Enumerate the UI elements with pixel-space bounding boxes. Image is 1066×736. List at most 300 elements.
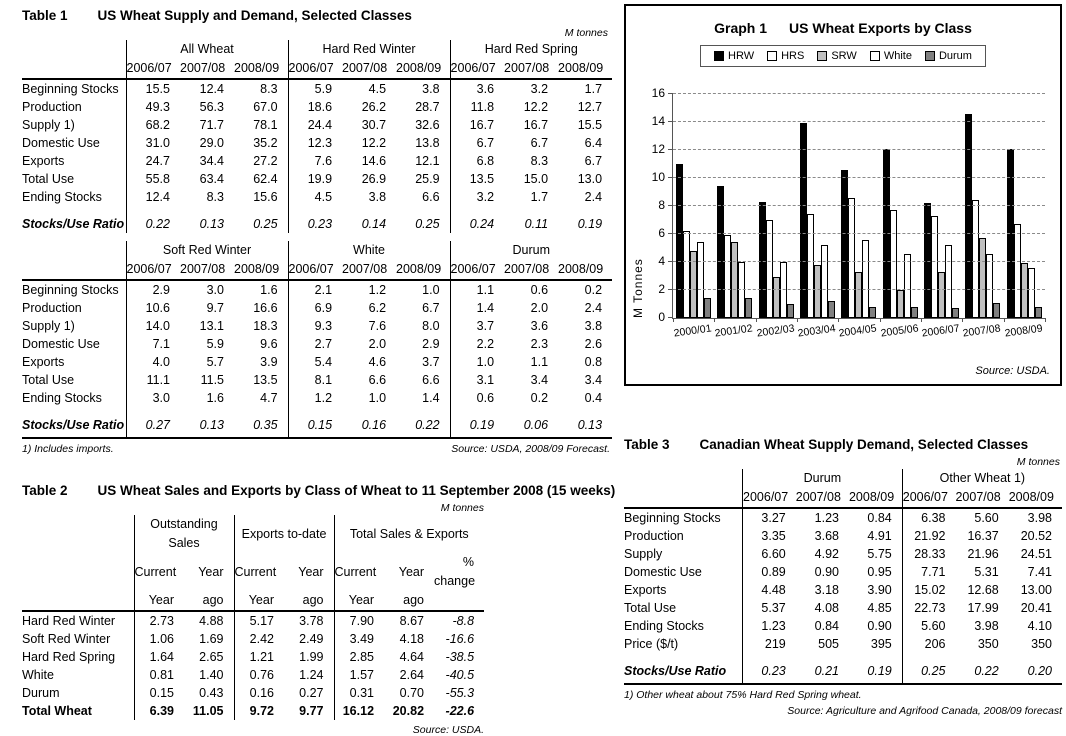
cell-value: 0.43 — [199, 686, 224, 700]
row-label: Production — [624, 529, 684, 543]
bar-white — [697, 242, 704, 318]
chart-title-text: US Wheat Exports by Class — [789, 20, 972, 36]
cell-value: 0.06 — [504, 407, 558, 438]
cell-value: 1.23 — [814, 511, 839, 525]
cell-value: 20.41 — [1020, 601, 1052, 615]
year-header: 2008/09 — [234, 59, 288, 79]
legend-label: White — [883, 50, 912, 62]
cell-value: 5.60 — [902, 617, 955, 635]
y-tick-label: 14 — [651, 114, 665, 128]
cell-value: 0.84 — [867, 511, 892, 525]
bar-group — [962, 94, 1003, 318]
row-label: Total Use — [22, 373, 75, 387]
cell-value: 6.60 — [743, 545, 796, 563]
y-tick — [668, 261, 673, 262]
column-group: Exports to-date — [234, 515, 334, 553]
cell-value: 6.9 — [288, 299, 342, 317]
subheader: Current — [134, 553, 184, 591]
cell-value: 2.73 — [134, 611, 184, 630]
cell-value: 15.5 — [126, 79, 180, 98]
cell-value: 6.6 — [422, 373, 440, 387]
cell-value: 5.60 — [974, 511, 999, 525]
cell-value: 350 — [1031, 637, 1052, 651]
cell-value: 0.11 — [524, 217, 549, 231]
x-tick — [1045, 318, 1046, 322]
table-row — [22, 335, 612, 353]
table3 — [624, 469, 1062, 685]
bar-white — [738, 262, 745, 318]
cell-value: 2.64 — [399, 668, 425, 682]
legend-swatch-durum — [925, 51, 935, 61]
row-label: Stocks/Use Ratio — [22, 407, 126, 438]
cell-value: 0.27 — [299, 686, 324, 700]
table2-unit: M tonnes — [440, 502, 484, 514]
bar-durum — [911, 307, 918, 318]
cell-value: 18.3 — [253, 319, 278, 333]
bar-white — [986, 254, 993, 318]
cell-value: 6.39 — [134, 702, 184, 720]
year-header: 2006/07 — [743, 488, 796, 508]
cell-value: 2.9 — [126, 280, 180, 299]
cell-value: 19.9 — [288, 170, 342, 188]
table2-subheader-1 — [22, 553, 484, 591]
cell-value: 0.25 — [253, 217, 278, 231]
cell-value: 4.0 — [126, 353, 180, 371]
bar-group — [797, 94, 838, 318]
cell-value: 35.2 — [253, 136, 278, 150]
cell-value: 1.4 — [450, 299, 504, 317]
cell-value: 2.49 — [299, 632, 324, 646]
chart-title-label: Graph 1 — [714, 20, 768, 36]
bar-durum — [993, 303, 1000, 318]
table-row — [624, 581, 1062, 599]
table-row — [22, 666, 484, 684]
table1b-year-header — [22, 260, 612, 280]
subheader: Year — [134, 591, 184, 611]
cell-value: 4.18 — [399, 632, 425, 646]
year-header: 2008/09 — [234, 260, 288, 280]
bar-group — [880, 94, 921, 318]
year-header: 2008/09 — [1009, 488, 1062, 508]
cell-value: 1.6 — [206, 391, 224, 405]
column-group: Durum — [743, 469, 903, 488]
bar-srw — [773, 277, 780, 318]
bar-srw — [1021, 263, 1028, 318]
table-row — [22, 152, 612, 170]
bar-srw — [814, 265, 821, 318]
row-label: Price ($/t) — [624, 637, 679, 651]
row-label: Production — [22, 100, 82, 114]
cell-value: 12.7 — [577, 100, 603, 114]
table2-source: Source: USDA. — [412, 724, 484, 736]
table1-source: Source: USDA, 2008/09 Forecast. — [451, 443, 610, 455]
cell-value: 0.19 — [849, 653, 902, 684]
cell-value: -16.6 — [445, 632, 475, 646]
cell-value: 18.6 — [288, 98, 342, 116]
bar-white — [862, 240, 869, 318]
cell-value: 2.9 — [422, 337, 440, 351]
cell-value: 5.7 — [206, 355, 224, 369]
cell-value: 2.85 — [334, 648, 384, 666]
table-row — [22, 630, 484, 648]
table-row — [624, 563, 1062, 581]
cell-value: 0.89 — [743, 563, 796, 581]
year-header: 2008/09 — [396, 59, 450, 79]
cell-value: 0.19 — [450, 407, 504, 438]
cell-value: 0.2 — [530, 391, 549, 405]
cell-value: 0.4 — [584, 391, 603, 405]
row-label: Durum — [22, 686, 60, 700]
cell-value: 6.7 — [422, 301, 440, 315]
cell-value: 12.2 — [361, 136, 387, 150]
bar-white — [821, 245, 828, 318]
table1-footnote: 1) Includes imports. — [22, 443, 114, 455]
cell-value: 5.17 — [234, 611, 284, 630]
cell-value: 10.6 — [126, 299, 180, 317]
x-tick — [921, 318, 922, 322]
cell-value: 1.2 — [288, 389, 342, 407]
table1-footer — [22, 443, 610, 455]
table-row — [22, 648, 484, 666]
row-label: Domestic Use — [22, 136, 100, 150]
cell-value: 3.7 — [422, 355, 440, 369]
gridline — [673, 177, 1045, 178]
year-header: 2007/08 — [796, 488, 849, 508]
bar-srw — [731, 242, 738, 318]
year-header: 2006/07 — [126, 260, 180, 280]
cell-value: 3.1 — [450, 371, 504, 389]
cell-value: 9.72 — [234, 702, 284, 720]
table1a-year-header — [22, 59, 612, 79]
cell-value: 4.48 — [743, 581, 796, 599]
cell-value: 71.7 — [199, 118, 224, 132]
cell-value: 1.57 — [334, 666, 384, 684]
legend-swatch-white — [870, 51, 880, 61]
cell-value: 25.9 — [415, 172, 440, 186]
cell-value: 22.73 — [902, 599, 955, 617]
table3-footnote-row — [624, 689, 1062, 701]
cell-value: 2.0 — [530, 301, 549, 315]
cell-value: 1.40 — [199, 668, 224, 682]
column-group: Outstanding Sales — [134, 515, 234, 553]
subheader: ago — [284, 591, 334, 611]
cell-value: 0.8 — [584, 355, 603, 369]
cell-value: 4.64 — [399, 650, 425, 664]
cell-value: 67.0 — [253, 100, 278, 114]
x-tick — [756, 318, 757, 322]
bar-group — [838, 94, 879, 318]
cell-value: 0.15 — [288, 407, 342, 438]
y-tick-label: 10 — [651, 170, 665, 184]
cell-value: 4.91 — [867, 529, 892, 543]
bar-group — [1004, 94, 1045, 318]
cell-value: 16.7 — [523, 118, 549, 132]
bar-hrs — [683, 231, 690, 318]
y-tick-label: 2 — [658, 282, 665, 296]
row-label: White — [22, 668, 54, 682]
cell-value: 0.22 — [955, 653, 1008, 684]
table-row — [22, 389, 612, 407]
column-group: Durum — [450, 241, 612, 260]
cell-value: 0.27 — [126, 407, 180, 438]
year-header: 2008/09 — [558, 260, 612, 280]
cell-value: 12.2 — [523, 100, 549, 114]
column-group: White — [288, 241, 450, 260]
cell-value: 15.5 — [577, 118, 603, 132]
cell-value: 5.9 — [206, 337, 224, 351]
x-axis-label: 2001/02 — [714, 322, 754, 340]
cell-value: 2.2 — [450, 335, 504, 353]
chart-legend — [700, 45, 986, 67]
x-axis-label: 2004/05 — [838, 322, 878, 340]
table2-group-header — [22, 515, 484, 553]
y-tick — [668, 205, 673, 206]
year-header: 2007/08 — [180, 260, 234, 280]
gridline — [673, 233, 1045, 234]
cell-value: 4.92 — [814, 547, 839, 561]
row-label: Total Use — [624, 601, 677, 615]
cell-value: 7.41 — [1027, 565, 1052, 579]
legend-swatch-hrs — [767, 51, 777, 61]
cell-value: 6.38 — [902, 508, 955, 527]
year-header: 2006/07 — [288, 59, 342, 79]
cell-value: 0.16 — [234, 684, 284, 702]
subheader: ago — [384, 591, 434, 611]
cell-value: 14.6 — [361, 154, 387, 168]
cell-value: 206 — [902, 635, 955, 653]
legend-label: HRS — [781, 50, 805, 62]
cell-value: 350 — [977, 637, 999, 651]
gridline — [673, 93, 1045, 94]
cell-value: 2.4 — [584, 301, 603, 315]
table-row — [22, 317, 612, 335]
subheader: Year — [298, 564, 324, 579]
cell-value: 13.00 — [1020, 583, 1052, 597]
cell-value: 12.3 — [288, 134, 342, 152]
cell-value: 1.0 — [450, 353, 504, 371]
cell-value: 16.6 — [253, 301, 278, 315]
year-header: 2006/07 — [902, 488, 955, 508]
column-group: Other Wheat 1) — [902, 469, 1062, 488]
cell-value: 0.70 — [399, 686, 425, 700]
table-row — [22, 116, 612, 134]
cell-value: 2.4 — [584, 190, 603, 204]
cell-value: 1.24 — [299, 668, 324, 682]
table-row — [22, 702, 484, 720]
table2 — [22, 515, 484, 720]
cell-value: 1.0 — [368, 391, 387, 405]
table-row — [22, 188, 612, 206]
subheader: Year — [398, 564, 425, 579]
table-row — [22, 206, 612, 233]
table2-title-row — [22, 483, 616, 498]
cell-value: 6.6 — [422, 190, 440, 204]
row-label: Domestic Use — [624, 565, 702, 579]
gridline — [673, 149, 1045, 150]
cell-value: 0.6 — [530, 283, 549, 297]
y-tick — [668, 177, 673, 178]
table1a-group-header — [22, 40, 612, 59]
cell-value: 1.6 — [260, 283, 278, 297]
table-row — [22, 371, 612, 389]
chart-source: Source: USDA. — [975, 365, 1050, 377]
cell-value: 0.22 — [396, 407, 450, 438]
cell-value: 14.0 — [126, 317, 180, 335]
row-label: Exports — [22, 154, 65, 168]
table2-section — [22, 483, 616, 736]
x-axis-labels — [672, 322, 1044, 340]
cell-value: 8.0 — [422, 319, 440, 333]
legend-label: SRW — [831, 50, 857, 62]
row-label: Ending Stocks — [22, 190, 102, 204]
y-tick — [668, 233, 673, 234]
y-tick-label: 4 — [658, 254, 665, 268]
cell-value: 6.6 — [368, 373, 387, 387]
cell-value: 0.25 — [902, 653, 955, 684]
cell-value: 68.2 — [126, 116, 180, 134]
cell-value: 505 — [818, 637, 839, 651]
x-axis-label: 2007/08 — [962, 322, 1002, 340]
cell-value: 0.84 — [814, 619, 839, 633]
bar-hrw — [759, 202, 766, 318]
x-axis-label: 2003/04 — [797, 322, 837, 340]
cell-value: 0.25 — [415, 217, 440, 231]
cell-value: 3.18 — [814, 583, 839, 597]
y-tick-label: 6 — [658, 226, 665, 240]
cell-value: 0.23 — [743, 653, 796, 684]
table-row — [22, 299, 612, 317]
cell-value: 7.6 — [368, 319, 387, 333]
cell-value: 0.21 — [796, 653, 849, 684]
year-header: 2008/09 — [558, 59, 612, 79]
table1b-group-header — [22, 241, 612, 260]
cell-value: 24.4 — [288, 116, 342, 134]
year-header: 2007/08 — [342, 59, 396, 79]
cell-value: 1.4 — [422, 391, 440, 405]
cell-value: 3.6 — [450, 79, 504, 98]
cell-value: 20.82 — [392, 704, 425, 718]
cell-value: 0.22 — [126, 206, 180, 233]
cell-value: 1.21 — [234, 648, 284, 666]
cell-value: 7.6 — [288, 152, 342, 170]
subheader: Current — [234, 553, 284, 591]
bar-group — [673, 94, 714, 318]
table-row — [624, 617, 1062, 635]
bar-durum — [787, 304, 794, 318]
bar-hrs — [807, 214, 814, 318]
cell-value: 2.1 — [288, 280, 342, 299]
cell-value: 2.3 — [530, 337, 549, 351]
x-tick — [880, 318, 881, 322]
cell-value: 0.6 — [450, 389, 504, 407]
cell-value: 7.90 — [334, 611, 384, 630]
cell-value: 0.35 — [234, 407, 288, 438]
table-row — [624, 653, 1062, 684]
cell-value: -38.5 — [445, 650, 475, 664]
row-label: Beginning Stocks — [22, 82, 119, 96]
cell-value: 13.1 — [199, 319, 224, 333]
cell-value: 0.13 — [558, 407, 612, 438]
table-row — [624, 527, 1062, 545]
bar-durum — [704, 298, 711, 318]
cell-value: 7.71 — [902, 563, 955, 581]
column-group: Hard Red Winter — [288, 40, 450, 59]
bar-hrs — [724, 235, 731, 318]
table1-title-row — [22, 8, 610, 23]
subheader: ago — [184, 591, 234, 611]
table3-unit: M tonnes — [1016, 456, 1060, 468]
cell-value: 0.76 — [234, 666, 284, 684]
cell-value: 3.2 — [450, 188, 504, 206]
chart-legend-wrap — [626, 45, 1060, 67]
table3-label: Table 3 — [624, 437, 670, 452]
subheader — [434, 591, 484, 611]
x-tick — [673, 318, 674, 322]
cell-value: -40.5 — [445, 668, 475, 682]
table-row — [624, 508, 1062, 527]
bar-hrw — [717, 186, 724, 318]
legend-item — [714, 50, 754, 62]
cell-value: 4.5 — [288, 188, 342, 206]
table-row — [624, 545, 1062, 563]
cell-value: 24.51 — [1020, 547, 1052, 561]
cell-value: 7.1 — [126, 335, 180, 353]
table-row — [22, 353, 612, 371]
cell-value: 26.2 — [361, 100, 387, 114]
subheader: Year — [234, 591, 284, 611]
cell-value: 5.75 — [867, 547, 892, 561]
cell-value: 8.3 — [260, 82, 278, 96]
table1-title: US Wheat Supply and Demand, Selected Classes — [97, 8, 412, 23]
cell-value: 21.96 — [967, 547, 999, 561]
cell-value: 3.2 — [530, 82, 549, 96]
bar-durum — [828, 301, 835, 318]
cell-value: 6.4 — [584, 136, 603, 150]
cell-value: -22.6 — [445, 704, 475, 718]
cell-value: 78.1 — [253, 118, 278, 132]
cell-value: 0.15 — [134, 684, 184, 702]
column-group: Soft Red Winter — [126, 241, 288, 260]
cell-value: 4.7 — [260, 391, 278, 405]
cell-value: 1.2 — [368, 283, 387, 297]
cell-value: 15.0 — [523, 172, 549, 186]
cell-value: 2.7 — [288, 335, 342, 353]
cell-value: 5.31 — [974, 565, 999, 579]
legend-swatch-srw — [817, 51, 827, 61]
legend-item — [767, 50, 804, 62]
cell-value: 9.6 — [260, 337, 278, 351]
cell-value: 0.19 — [577, 217, 603, 231]
legend-item — [870, 50, 912, 62]
row-label: Beginning Stocks — [624, 511, 721, 525]
row-label: Supply — [624, 547, 663, 561]
bar-srw — [855, 272, 862, 318]
cell-value: 0.81 — [134, 666, 184, 684]
cell-value: 29.0 — [199, 136, 224, 150]
cell-value: 12.68 — [967, 583, 999, 597]
cell-value: 16.37 — [967, 529, 999, 543]
subheader: % change — [434, 555, 476, 588]
bar-hrw — [841, 170, 848, 318]
bar-white — [904, 254, 911, 318]
cell-value: 16.7 — [450, 116, 504, 134]
table3-year-header — [624, 488, 1062, 508]
cell-value: 4.85 — [867, 601, 892, 615]
chart-title — [626, 20, 1060, 36]
cell-value: 4.08 — [814, 601, 839, 615]
subheader: Current — [334, 553, 384, 591]
row-label: Exports — [22, 355, 65, 369]
